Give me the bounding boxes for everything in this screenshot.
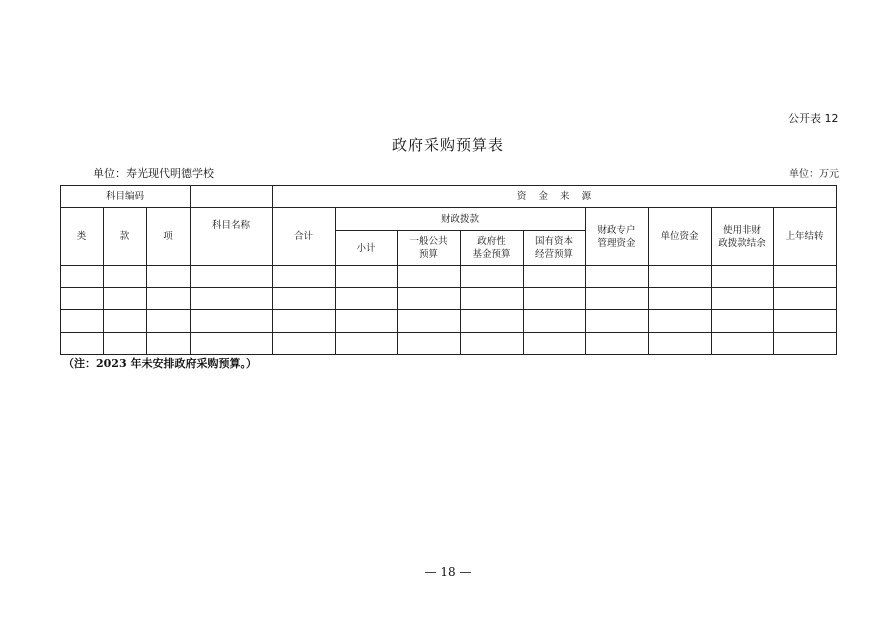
header-subject-code: 科目编码 (105, 191, 144, 202)
header-fiscal-special-account: 财政专户 管理资金 (597, 224, 636, 249)
unit-name: 单位：寿光现代明德学校 (93, 167, 214, 180)
header-fiscal-allocation: 财政拨款 (440, 213, 479, 225)
footnote: （注：2023 年未安排政府采购预算。） (63, 357, 257, 370)
header-gov-fund-budget: 政府性 基金预算 (472, 236, 511, 260)
header-general-public-budget: 一般公共 预算 (409, 236, 448, 260)
header-prior-year-carryover: 上年结转 (785, 231, 824, 242)
header-funding-source: 资 金 来 源 (516, 191, 592, 202)
header-state-capital-budget: 国有资本 经营预算 (534, 236, 573, 260)
header-section: 款 (119, 231, 130, 242)
header-total: 合计 (293, 231, 313, 242)
header-unit-funds: 单位资金 (660, 231, 699, 242)
page-title: 政府采购预算表 (391, 136, 504, 154)
header-non-fiscal-balance: 使用非财 政拨款结余 (718, 224, 766, 249)
header-subject-name: 科目名称 (211, 220, 250, 231)
page-number: — 18 — (424, 565, 472, 579)
unit-measure: 单位：万元 (789, 169, 839, 180)
table-number: 公开表 12 (788, 112, 839, 125)
header-subtotal: 小计 (356, 242, 376, 254)
header-item: 项 (163, 231, 173, 242)
header-class: 类 (76, 231, 87, 242)
